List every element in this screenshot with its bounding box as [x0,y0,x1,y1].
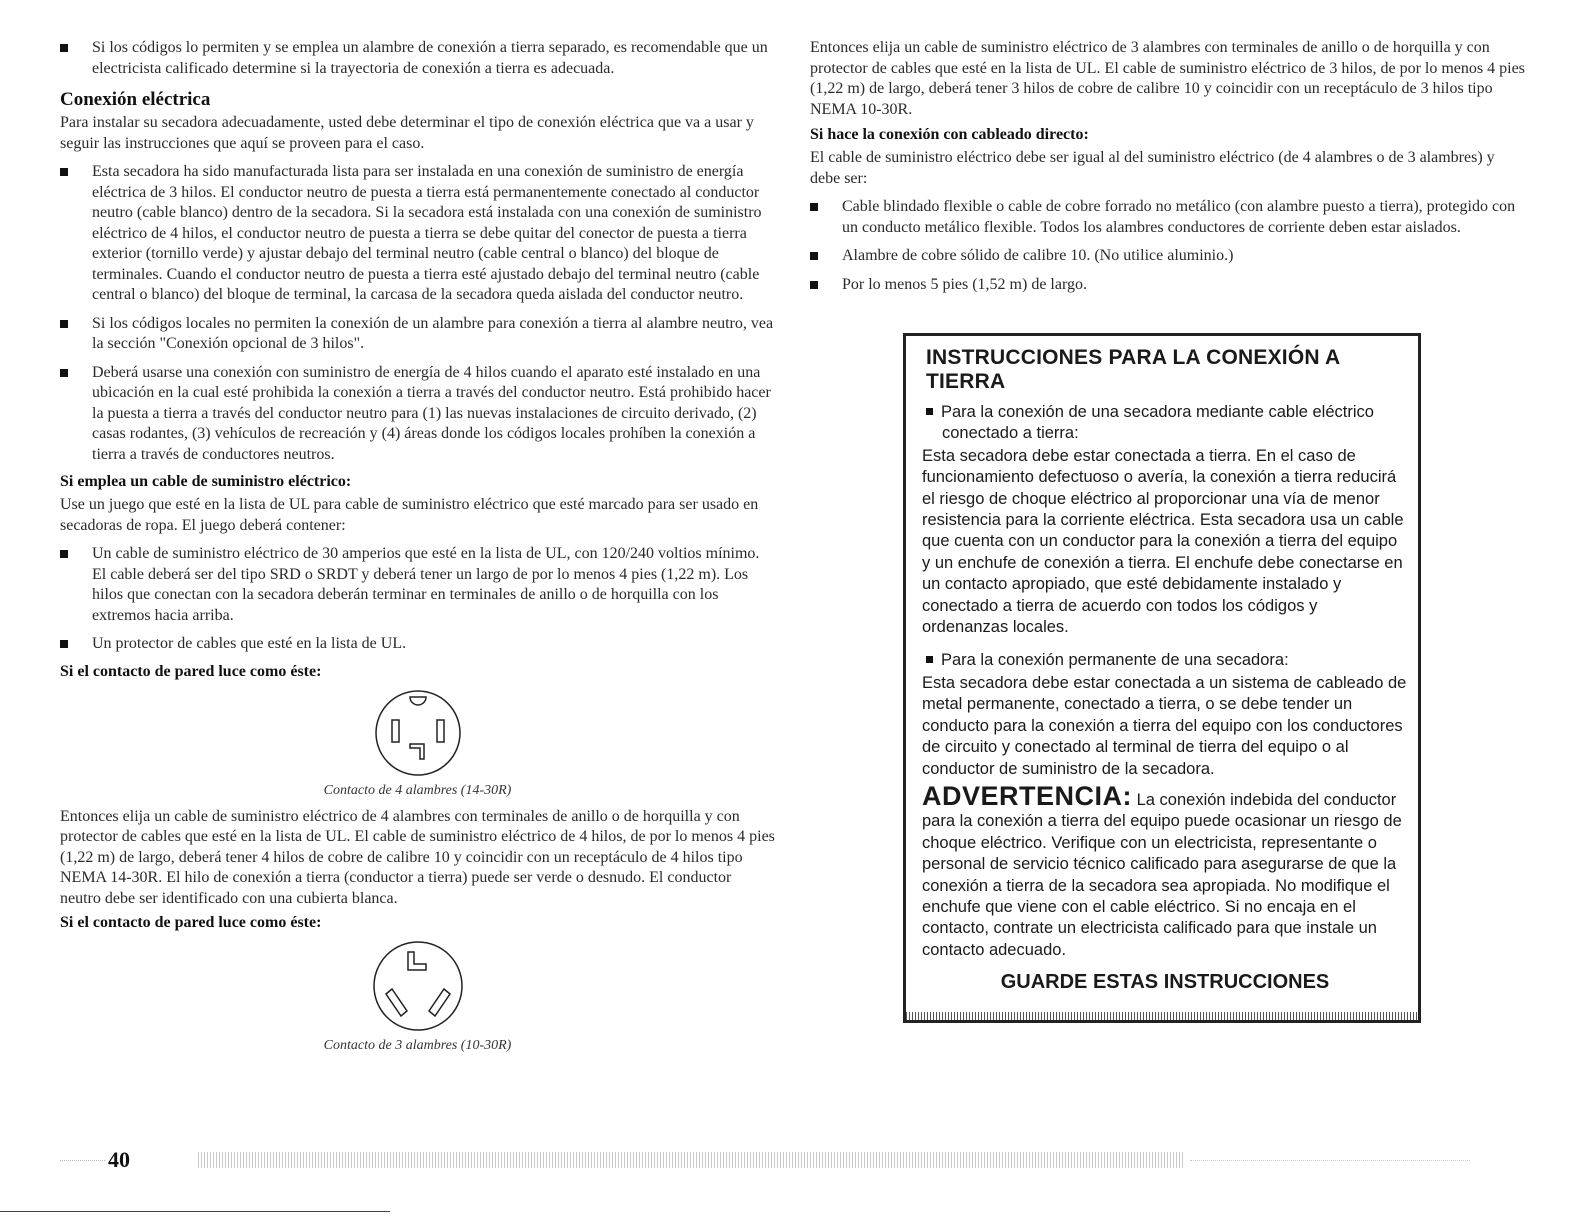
figure-caption: Contacto de 4 alambres (14-30R) [323,782,512,798]
intro-paragraph: Para instalar su secadora adecuadamente, usted debe determinar el tipo de conexión eléctrica que va a usar y seguir las instrucciones que aquí se proveen para el caso. [60,114,754,152]
list-item [60,162,775,306]
bullet-text: Para la conexión permanente de una secadora: [941,651,1289,670]
subheading-cableado-directo: Si hace la conexión con cableado directo: [810,126,1089,143]
warning-text: La conexión indebida del conductor para la conexión a tierra del equipo puede ocasionar un riesgo de choque eléctrico. Verifique con un electricista, representante o personal de servicio técnico calificado para asegurarse de que la conexión a tierra de la secadora sea apropiada. No modifique el enchufe que viene con el cable eléctrico. Si no encaja en el contacto, contrate un electricista calificado para que instale un contacto adecuado. [922,790,1402,959]
direct-wire-paragraph: El cable de suministro eléctrico debe ser igual al del suministro eléctrico (de 4 alambres o de 3 alambres) y debe ser: [810,149,1495,187]
box-title: INSTRUCCIONES PARA LA CONEXIÓN A TIERRA [926,346,1340,393]
box-paragraph-cord: Esta secadora debe estar conectada a tierra. En el caso de funcionamiento defectuoso o avería, la conexión a tierra reducirá el riesgo de choque eléctrico al proporcionar una vía de menor resistencia para la corriente eléctrica. Esta secadora usa un cable que cuenta con un conductor para la conexión a tierra del equipo y un enchufe de conexión a tierra. El enchufe debe conectarse en un contacto apropiado, que esté debidamente instalado y conectado a tierra de acuerdo con todos los códigos y ordenanzas locales. [922,446,1404,637]
list-item [810,197,1525,238]
box-hatch-border [906,1012,1418,1020]
bullet-text: Deberá usarse una conexión con suministro de energía de 4 hilos cuando el aparato esté instalado en una ubicación en la cual esté prohibida la conexión a tierra a través del conductor neutro. Está prohibido hacer la puesta a tierra a través del conductor neutro para (1) las nuevas instalaciones de circuito derivado, (2) casas rodantes, (3) vehículos de recreación y (4) áreas donde los códigos locales prohíben la conexión a tierra a través de conductores neutros. [92,363,771,463]
figure-caption: Contacto de 3 alambres (10-30R) [323,1038,512,1053]
left-column [60,38,775,1062]
list-item [60,314,775,355]
bullet-text: Si los códigos lo permiten y se emplea un alambre de conexión a tierra separado, es recomendable que un electricista calificado determine si la trayectoria de conexión a tierra es adecuada. [92,39,768,77]
list-item [810,246,1525,267]
square-bullet-icon [810,252,818,260]
square-bullet-icon [926,656,933,663]
box-bullet-permanent [924,650,1408,671]
list-item [60,634,775,655]
bullet-text: Alambre de cobre sólido de calibre 10. (No utilice aluminio.) [842,247,1234,264]
footer-band [198,1152,1183,1168]
list-item [60,544,775,626]
list-item [60,363,775,466]
right-column [810,38,1525,303]
grounding-instructions-box [903,333,1421,1023]
direct-wire-bullet-list [810,197,1525,295]
box-footer: GUARDE ESTAS INSTRUCCIONES [1000,971,1330,994]
square-bullet-icon [810,203,818,211]
box-paragraph-permanent: Esta secadora debe estar conectada a un sistema de cableado de metal permanente, conectado a tierra, o se debe tender un conducto para la conexión a tierra del equipo con los conductores de circuito y conectado al terminal de tierra del equipo o al conductor de suministro de la secadora. [922,673,1407,778]
figure-3-wire-outlet [60,938,775,1054]
section-heading-conexion-electrica: Conexión eléctrica [60,89,211,110]
footer-rule-left [60,1160,105,1161]
cable-paragraph: Use un juego que esté en la lista de UL para cable de suministro eléctrico que esté marcado para ser usado en secadoras de ropa. El juego deberá contener: [60,496,759,534]
footer-rule-right [1190,1160,1470,1161]
bullet-text: Un protector de cables que esté en la lista de UL. [92,635,407,652]
3-wire-outlet-icon [368,938,468,1034]
list-item [810,275,1525,296]
connection-bullet-list [60,162,775,465]
subheading-contacto-4: Si el contacto de pared luce como éste: [60,662,322,680]
square-bullet-icon [60,320,68,328]
figure-4-wire-outlet [60,687,775,799]
page-number: 40 [108,1147,130,1172]
bullet-text: Si los códigos locales no permiten la conexión de un alambre para conexión a tierra al alambre neutro, vea la sección "Conexión opcional de 3 hilos". [92,314,774,352]
bullet-text: Cable blindado flexible o cable de cobre forrado no metálico (con alambre puesto a tierra), protegido con un conducto metálico flexible. Todos los alambres conductores de corriente deben estar aislados. [842,198,1516,236]
box-bullet-cord [924,402,1408,445]
square-bullet-icon [60,640,68,648]
square-bullet-icon [60,44,68,52]
three-wire-paragraph: Entonces elija un cable de suministro eléctrico de 3 alambres con terminales de anillo o de horquilla y con protector de cables que esté en la lista de UL. El cable de suministro eléctrico de 3 hilos, de por lo menos 4 pies (1,22 m) de largo, deberá tener 3 hilos de cobre de calibre 10 y coincidir con un receptáculo de 3 hilos tipo NEMA 10-30R. [810,39,1525,118]
list-item [60,38,775,79]
bullet-text: Para la conexión de una secadora mediante cable eléctrico conectado a tierra: [941,403,1374,443]
square-bullet-icon [60,369,68,377]
subheading-cable: Si emplea un cable de suministro eléctrico: [60,473,352,490]
square-bullet-icon [60,168,68,176]
cable-bullet-list [60,544,775,655]
four-wire-paragraph: Entonces elija un cable de suministro eléctrico de 4 alambres con terminales de anillo o de horquilla y con protector de cables que esté en la lista de UL. El cable de suministro eléctrico de 4 hilos, de por lo menos 4 pies (1,22 m) de largo, deberá tener 4 hilos de cobre de calibre 10 y coincidir con un receptáculo de 4 hilos tipo NEMA 14-30R. El hilo de conexión a tierra (conductor a tierra) puede ser verde o desnudo. El conductor neutro debe ser identificado con una cubierta blanca. [60,807,775,907]
bullet-text: Por lo menos 5 pies (1,52 m) de largo. [842,275,1088,293]
bullet-text: Un cable de suministro eléctrico de 30 amperios que esté en la lista de UL, con 120/240 voltios mínimo. El cable deberá ser del tipo SRD o SRDT y deberá tener un largo de por lo menos 4 pies (1,22 m). Los hilos que conectan con la secadora deberán terminar en terminales de anillo o de horquilla con los extremos hacia arriba. [92,545,760,624]
subheading-contacto-3: Si el contacto de pared luce como éste: [60,914,322,931]
intro-bullet-list [60,38,775,79]
square-bullet-icon [60,550,68,558]
warning-label: ADVERTENCIA: [922,780,1133,811]
square-bullet-icon [926,408,933,415]
4-wire-outlet-icon [370,687,466,779]
bullet-text: Esta secadora ha sido manufacturada lista para ser instalada en una conexión de suministro de energía eléctrica de 3 hilos. El conductor neutro de puesta a tierra está permanentemente conectado al conductor neutro (cable blanco) dentro de la secadora. Si la secadora está instalada con una conexión de suministro eléctrico de 4 hilos, el conductor neutro de puesta a tierra se debe quitar del conector de puesta a tierra exterior (tornillo verde) y ajustar debajo del terminal neutro (cable central o blanco) del bloque de terminales. Cuando el conductor neutro de puesta a tierra esté ajustado debajo del terminal neutro (cable central o blanco) del bloque de terminal, la carcasa de la secadora queda aislada del conductor neutro. [92,163,762,303]
warning-paragraph [922,780,1408,961]
bottom-rule [0,1211,390,1212]
square-bullet-icon [810,281,818,289]
